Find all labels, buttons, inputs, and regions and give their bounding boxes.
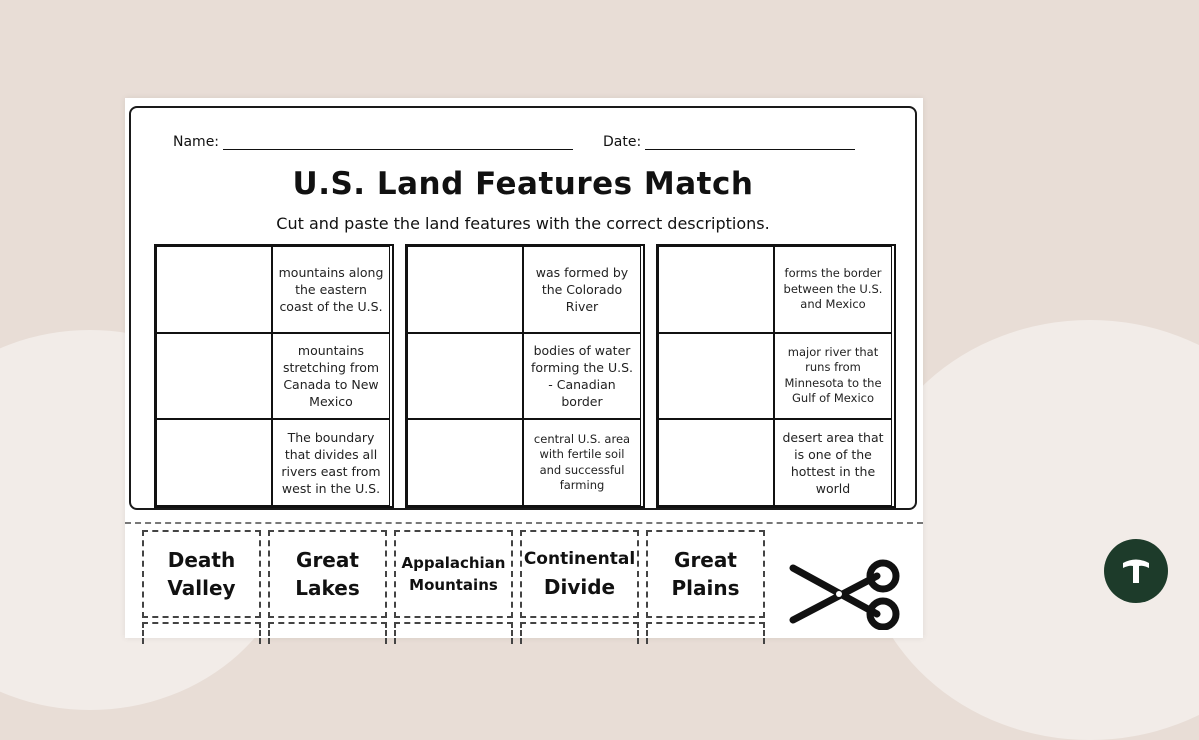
paste-box[interactable] xyxy=(156,333,272,420)
paste-box[interactable] xyxy=(407,333,523,420)
worksheet-instructions: Cut and paste the land features with the correct descriptions. xyxy=(276,214,770,233)
cut-card-row-partial xyxy=(646,622,765,644)
worksheet-page xyxy=(125,98,923,638)
paste-box[interactable] xyxy=(156,419,272,506)
card-text-line2: Lakes xyxy=(295,576,360,600)
paste-box[interactable] xyxy=(407,419,523,506)
paste-box[interactable] xyxy=(658,419,774,506)
date-line xyxy=(645,135,855,150)
cut-line xyxy=(125,522,923,524)
paste-box[interactable] xyxy=(658,246,774,333)
description-cell: central U.S. area with fertile soil and successful farming xyxy=(523,419,641,506)
card-text-line2: Valley xyxy=(167,576,236,600)
name-line xyxy=(223,135,573,150)
card-text-line2: Divide xyxy=(543,575,616,599)
description-cell: The boundary that divides all rivers east from west in the U.S. xyxy=(272,419,390,506)
description-cell: desert area that is one of the hottest in the world xyxy=(774,419,892,506)
match-table-1 xyxy=(154,244,394,508)
description-cell: bodies of water forming the U.S. - Canadian border xyxy=(523,333,641,420)
name-field[interactable] xyxy=(173,134,573,150)
paste-box[interactable] xyxy=(156,246,272,333)
cut-card-continental-divide[interactable] xyxy=(520,530,639,618)
match-table-3 xyxy=(656,244,896,508)
paste-box[interactable] xyxy=(658,333,774,420)
card-text-line2: Mountains xyxy=(409,576,498,594)
card-text-line1: Appalachian xyxy=(401,554,506,572)
match-table-2 xyxy=(405,244,645,508)
cut-card-great-plains[interactable] xyxy=(646,530,765,618)
description-cell: mountains stretching from Canada to New Mexico xyxy=(272,333,390,420)
cut-card-row-partial xyxy=(268,622,387,644)
cut-card-row-partial xyxy=(520,622,639,644)
cut-card-row-partial xyxy=(142,622,261,644)
card-text-line1: Death xyxy=(167,548,236,572)
date-field[interactable] xyxy=(603,134,855,150)
date-label: Date: xyxy=(603,134,642,150)
card-text-line2: Plains xyxy=(671,576,740,600)
card-text-line1: Great xyxy=(674,548,737,572)
scissors-icon xyxy=(789,558,901,630)
cut-card-great-lakes[interactable] xyxy=(268,530,387,618)
brand-logo-icon[interactable] xyxy=(1104,539,1168,603)
description-cell: forms the border between the U.S. and Mexico xyxy=(774,246,892,333)
worksheet-title: U.S. Land Features Match xyxy=(292,166,754,202)
description-cell: was formed by the Colorado River xyxy=(523,246,641,333)
cut-card-death-valley[interactable] xyxy=(142,530,261,618)
description-cell: mountains along the eastern coast of the U.S. xyxy=(272,246,390,333)
description-cell: major river that runs from Minnesota to the Gulf of Mexico xyxy=(774,333,892,420)
cut-card-row-partial xyxy=(394,622,513,644)
paste-box[interactable] xyxy=(407,246,523,333)
worksheet-frame xyxy=(129,106,917,510)
card-text-line1: Great xyxy=(296,548,359,572)
name-label: Name: xyxy=(173,134,220,150)
card-text-line1: Continental xyxy=(523,549,636,569)
cut-card-appalachian-mountains[interactable] xyxy=(394,530,513,618)
